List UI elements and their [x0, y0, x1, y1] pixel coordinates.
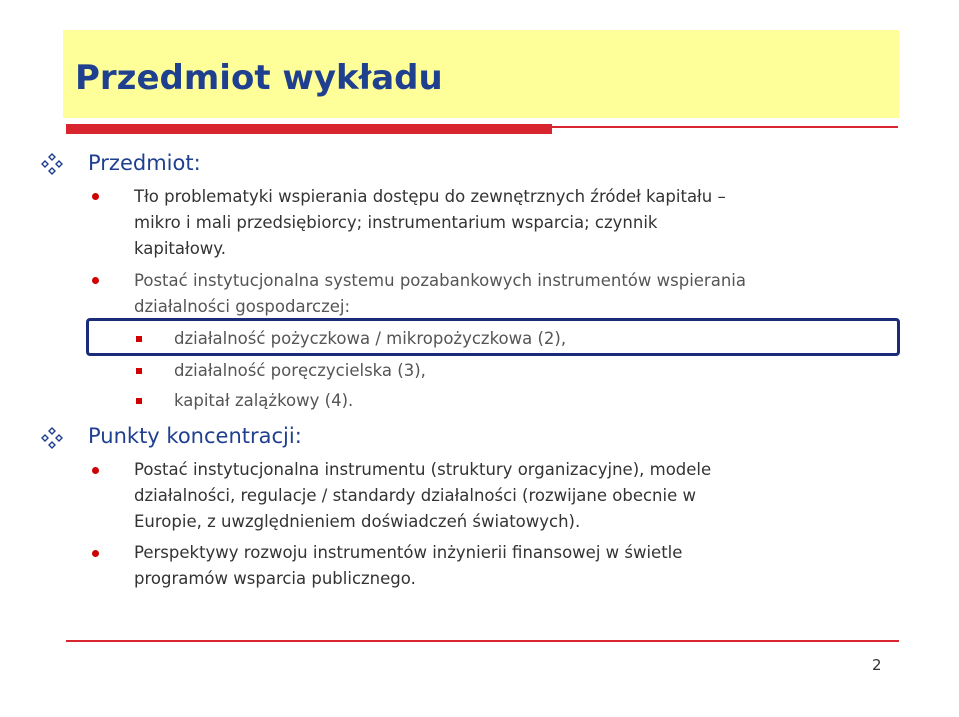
bullet-line: kapitałowy.	[134, 239, 226, 258]
bullet-line: działalności gospodarczej:	[134, 297, 351, 316]
bullet-line: mikro i mali przedsiębiorcy; instrumentarium wsparcia; czynnik	[134, 213, 658, 232]
section-heading-przedmiot: Przedmiot:	[88, 151, 201, 175]
sub-item: działalność poręczycielska (3),	[174, 361, 426, 380]
round-bullet-icon	[92, 467, 99, 474]
bullet-line: Europie, z uwzględnieniem doświadczeń światowych).	[134, 512, 581, 531]
round-bullet-icon	[92, 193, 99, 200]
title-underline-thin	[552, 126, 898, 128]
section-heading-punkty: Punkty koncentracji:	[88, 424, 302, 448]
bullet-line: programów wsparcia publicznego.	[134, 569, 416, 588]
bullet-line: Perspektywy rozwoju instrumentów inżynierii finansowej w świetle	[134, 543, 683, 562]
square-bullet-icon	[136, 398, 142, 404]
four-diamond-icon	[40, 152, 64, 176]
four-diamond-icon	[40, 426, 64, 450]
page-number: 2	[872, 656, 882, 674]
round-bullet-icon	[92, 277, 99, 284]
bullet-line: Tło problematyki wspierania dostępu do zewnętrznych źródeł kapitału –	[134, 187, 726, 206]
bullet-line: Postać instytucjonalna instrumentu (struktury organizacyjne), modele	[134, 460, 712, 479]
square-bullet-icon	[136, 368, 142, 374]
bullet-line: Postać instytucjonalna systemu pozabankowych instrumentów wspierania	[134, 271, 746, 290]
sub-item: kapitał zalążkowy (4).	[174, 391, 354, 410]
square-bullet-icon	[136, 336, 142, 342]
title-underline-thick	[66, 124, 552, 134]
sub-item: działalność pożyczkowa / mikropożyczkowa (2),	[174, 329, 567, 348]
round-bullet-icon	[92, 550, 99, 557]
footer-rule	[66, 640, 899, 642]
slide-title: Przedmiot wykładu	[75, 58, 443, 98]
bullet-line: działalności, regulacje / standardy działalności (rozwijane obecnie w	[134, 486, 696, 505]
